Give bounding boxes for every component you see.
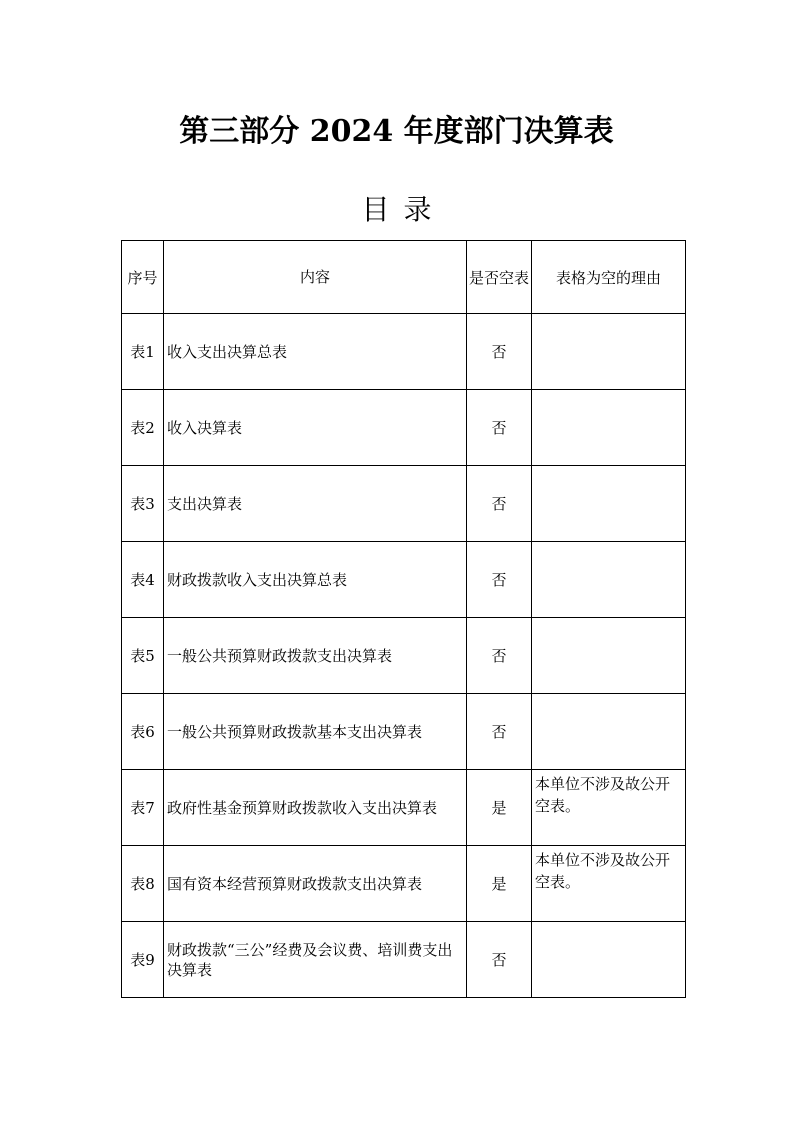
row-reason: 本单位不涉及故公开空表。	[532, 770, 686, 846]
row-content: 收入决算表	[164, 390, 467, 466]
row-number: 表8	[122, 846, 164, 922]
row-empty-flag: 否	[467, 694, 532, 770]
header-empty: 是否空表	[467, 241, 532, 314]
row-empty-flag: 否	[467, 390, 532, 466]
row-reason	[532, 618, 686, 694]
row-content: 财政拨款“三公”经费及会议费、培训费支出决算表	[164, 922, 467, 998]
row-content: 一般公共预算财政拨款支出决算表	[164, 618, 467, 694]
row-reason	[532, 922, 686, 998]
table-header-row	[122, 241, 686, 314]
row-empty-flag: 否	[467, 542, 532, 618]
row-number: 表3	[122, 466, 164, 542]
table-row	[122, 846, 686, 922]
row-number: 表2	[122, 390, 164, 466]
row-empty-flag: 是	[467, 770, 532, 846]
page-title: 第三部分 2024 年度部门决算表	[179, 114, 614, 149]
table-row	[122, 466, 686, 542]
table-row	[122, 922, 686, 998]
header-no: 序号	[122, 241, 164, 314]
row-reason	[532, 542, 686, 618]
header-reason: 表格为空的理由	[532, 241, 686, 314]
row-content: 政府性基金预算财政拨款收入支出决算表	[164, 770, 467, 846]
row-reason: 本单位不涉及故公开空表。	[532, 846, 686, 922]
row-content: 国有资本经营预算财政拨款支出决算表	[164, 846, 467, 922]
row-content: 收入支出决算总表	[164, 314, 467, 390]
row-reason	[532, 390, 686, 466]
row-number: 表5	[122, 618, 164, 694]
row-content: 一般公共预算财政拨款基本支出决算表	[164, 694, 467, 770]
row-number: 表4	[122, 542, 164, 618]
table-row	[122, 542, 686, 618]
table-row	[122, 314, 686, 390]
table-row	[122, 618, 686, 694]
table-row	[122, 694, 686, 770]
table-row	[122, 770, 686, 846]
header-content: 内容	[164, 241, 467, 314]
row-empty-flag: 否	[467, 466, 532, 542]
table-row	[122, 390, 686, 466]
row-empty-flag: 否	[467, 618, 532, 694]
row-empty-flag: 否	[467, 922, 532, 998]
row-content: 支出决算表	[164, 466, 467, 542]
row-empty-flag: 是	[467, 846, 532, 922]
row-number: 表9	[122, 922, 164, 998]
row-number: 表7	[122, 770, 164, 846]
row-number: 表6	[122, 694, 164, 770]
row-reason	[532, 694, 686, 770]
row-reason	[532, 466, 686, 542]
toc-heading: 目录	[361, 193, 446, 226]
toc-table	[121, 240, 686, 998]
row-reason	[532, 314, 686, 390]
row-content: 财政拨款收入支出决算总表	[164, 542, 467, 618]
row-number: 表1	[122, 314, 164, 390]
row-empty-flag: 否	[467, 314, 532, 390]
